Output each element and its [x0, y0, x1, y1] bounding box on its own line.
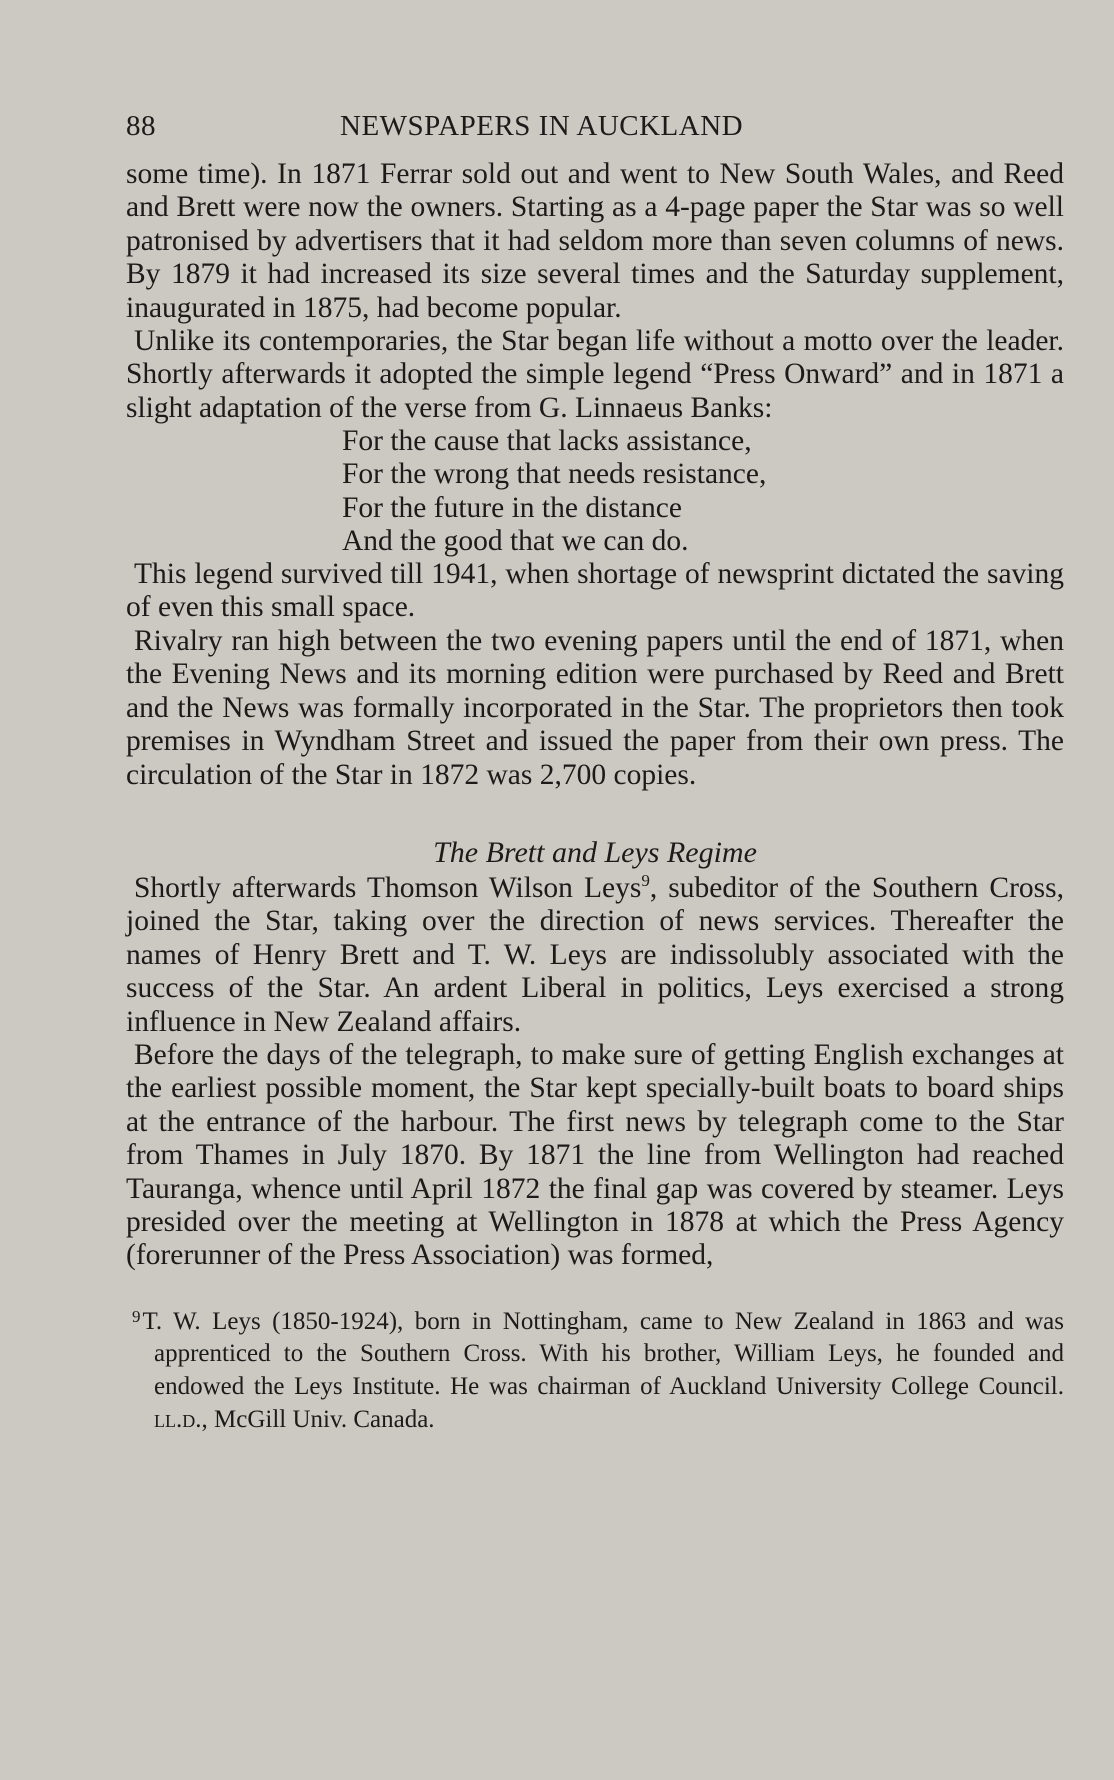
footnote-text-start: T. W. Leys (1850-1924), born in Nottingham, came to New Zealand in 1863 and was apprenticed to the Southern Cross. With his brother, William Leys, he founded and endowed the Leys Institute. He was chairman of Auckland University College Council. [142, 1307, 1064, 1400]
paragraph-5 [126, 872, 1064, 1039]
verse-block [126, 425, 1064, 558]
verse-line-1: For the cause that lacks assistance, [342, 425, 752, 458]
footnote-text-end: , McGill Univ. Canada. [201, 1405, 435, 1433]
paragraph-4: Rivalry ran high between the two evening papers until the end of 1871, when the Evening News and its morning edition were purchased by Reed and Brett and the News was formally incorporated in the Star. The proprietors then took premises in Wyndham Street and issued the paper from their own press. The circulation of the Star in 1872 was 2,700 copies. [126, 624, 1064, 791]
main-text [126, 158, 1064, 1273]
footnote-reference[interactable]: 9 [641, 870, 650, 890]
footnote [126, 1301, 1064, 1436]
section-heading: The Brett and Leys Regime [433, 835, 757, 869]
verse-line-2: For the wrong that needs resistance, [342, 458, 767, 491]
paragraph-1: some time). In 1871 Ferrar sold out and went to New South Wales, and Reed and Brett were now the owners. Starting as a 4-page paper the Star was so well patronised by advertisers that it had seldom more than seven columns of news. By 1879 it had increased its size several times and the Saturday supplement, inaugurated in 1875, had become popular. [126, 158, 1064, 324]
verse-line-3: For the future in the distance [342, 491, 682, 524]
page-header [126, 110, 1064, 158]
page-number: 88 [126, 110, 156, 142]
paragraph-5-start: Shortly afterwards Thomson Wilson Leys [134, 871, 642, 904]
footnote-degree: ll.d. [154, 1405, 202, 1433]
paragraph-2: Unlike its contemporaries, the Star began life without a motto over the leader. Shortly afterwards it adopted the simple legend “Press Onward” and in 1871 a slight adaptation of the verse from G. Linnaeus Banks: [126, 325, 1064, 424]
verse-line-4: And the good that we can do. [342, 524, 689, 557]
paragraph-5-end: , subeditor of the Southern Cross, joined the Star, taking over the direction of news services. Thereafter the names of Henry Brett and T. W. Leys are indissolubly associated with the success of the Star. An ardent Liberal in politics, Leys exercised a strong influence in New Zealand affairs. [126, 871, 1064, 1038]
paragraph-3: This legend survived till 1941, when shortage of newsprint dictated the saving of even this small space. [126, 558, 1064, 624]
book-page [126, 110, 1064, 1436]
footnote-mark: 9 [132, 1306, 141, 1326]
paragraph-6: Before the days of the telegraph, to make sure of getting English exchanges at the earliest possible moment, the Star kept specially-built boats to board ships at the entrance of the harbour. The first news by telegraph come to the Star from Thames in July 1870. By 1871 the line from Wellington had reached Tauranga, whence until April 1872 the final gap was covered by steamer. Leys presided over the meeting at Wellington in 1878 at which the Press Agency (forerunner of the Press Association) was formed, [126, 1038, 1064, 1272]
running-title: NEWSPAPERS IN AUCKLAND [340, 110, 744, 142]
